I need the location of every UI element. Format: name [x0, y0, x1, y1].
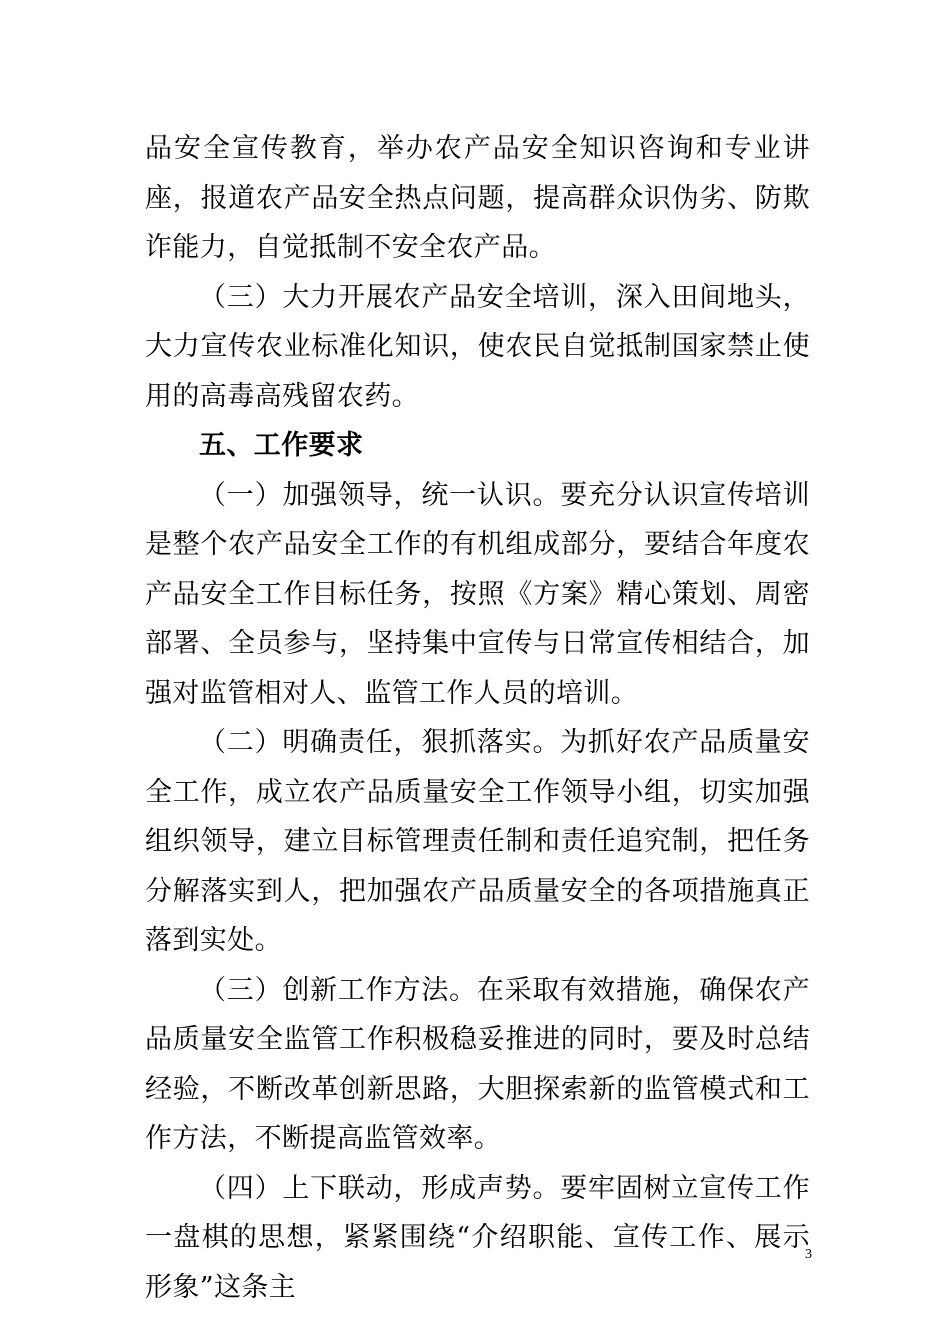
document-body [145, 124, 810, 1312]
paragraph-requirement-4: （四）上下联动，形成声势。要牢固树立宣传工作一盘棋的思想，紧紧围绕“介绍职能、宣传工作、展示形象”这条主 [145, 1172, 810, 1303]
paragraph-requirement-3: （三）创新工作方法。在采取有效措施，确保农产品质量安全监管工作积极稳妥推进的同时，要及时总结经验，不断改革创新思路，大胆探索新的监管模式和工作方法，不断提高监管效率。 [145, 974, 810, 1154]
section-heading: 五、工作要求 [199, 430, 364, 461]
paragraph-requirement-1: （一）加强领导，统一认识。要充分认识宣传培训是整个农产品安全工作的有机组成部分，要结合年度农产品安全工作目标任务，按照《方案》精心策划、周密部署、全员参与，坚持集中宣传与日常宣传相结合，加强对监管相对人、监管工作人员的培训。 [145, 479, 810, 709]
paragraph-requirement-2: （二）明确责任，狠抓落实。为抓好农产品质量安全工作，成立农产品质量安全工作领导小组，切实加强组织领导，建立目标管理责任制和责任追究制，把任务分解落实到人，把加强农产品质量安全的各项措施真正落到实处。 [145, 727, 810, 956]
paragraph-continuation: 品安全宣传教育，举办农产品安全知识咨询和专业讲座，报道农产品安全热点问题，提高群众识伪劣、防欺诈能力，自觉抵制不安全农产品。 [145, 133, 810, 263]
page-number: 3 [805, 1247, 812, 1262]
paragraph-training: （三）大力开展农产品安全培训，深入田间地头，大力宣传农业标准化知识，使农民自觉抵制国家禁止使用的高毒高残留农药。 [145, 281, 810, 412]
